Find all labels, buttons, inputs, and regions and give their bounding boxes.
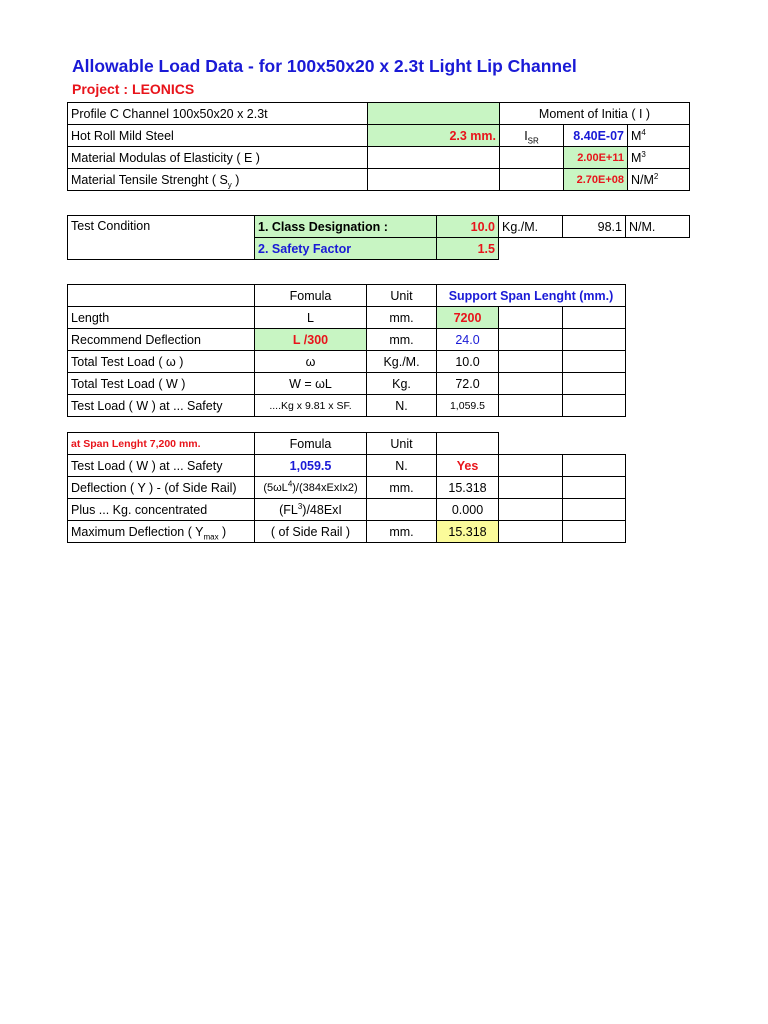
load-w-label: Total Test Load ( W ): [68, 373, 255, 395]
tensile-unit-text: N/M: [631, 172, 654, 187]
result-deflection-unit: mm.: [367, 477, 437, 499]
isr-symbol-text: I: [524, 128, 528, 143]
result-max-label-sub: max: [203, 532, 219, 541]
safety-empty-2: [563, 238, 626, 260]
class-value[interactable]: 10.0: [437, 216, 499, 238]
span-header-formula: Fomula: [255, 285, 367, 307]
project-name: LEONICS: [132, 81, 195, 97]
document-title: Allowable Load Data - for 100x50x20 x 2.3t Light Lip Channel: [72, 56, 577, 76]
result-load-blank: [499, 455, 563, 477]
result-load-value: Yes: [437, 455, 499, 477]
safety-value[interactable]: 1.5: [437, 238, 499, 260]
isr-symbol: [500, 125, 564, 147]
span-header-unit: Unit: [367, 285, 437, 307]
result-deflection-formula-sup: 4: [287, 478, 293, 488]
safety-empty-3: [626, 238, 690, 260]
length-label: Length: [68, 307, 255, 329]
result-max-value: 15.318: [437, 521, 499, 543]
isr-symbol-sub: SR: [527, 136, 539, 145]
result-header-blank: [437, 433, 499, 455]
elasticity-value[interactable]: 2.00E+11: [564, 147, 628, 169]
table-row: [68, 477, 626, 499]
deflection-value: 24.0: [437, 329, 499, 351]
deflection-blank-2: [563, 329, 626, 351]
result-deflection-formula-post: )/(384xExIx2): [292, 481, 358, 494]
load-w-value: 72.0: [437, 373, 499, 395]
profile-table: [67, 102, 690, 191]
result-deflection-formula: [255, 477, 367, 499]
tensile-label-sub: y: [227, 180, 232, 189]
steel-label: Hot Roll Mild Steel: [68, 125, 368, 147]
result-concentrated-formula-pre: (FL: [279, 502, 298, 517]
isr-value: 8.40E-07: [564, 125, 628, 147]
table-row: [68, 351, 626, 373]
result-header-unit: Unit: [367, 433, 437, 455]
load-omega-blank: [499, 351, 563, 373]
result-max-formula: ( of Side Rail ): [255, 521, 367, 543]
result-max-unit: mm.: [367, 521, 437, 543]
result-max-blank-2: [563, 521, 626, 543]
result-concentrated-unit: [367, 499, 437, 521]
tensile-unit-sup: 2: [653, 171, 659, 181]
length-blank-2: [563, 307, 626, 329]
result-max-label-post: ): [218, 524, 227, 539]
profile-label: Profile C Channel 100x50x20 x 2.3t: [68, 103, 368, 125]
elasticity-unit-sup: 3: [641, 149, 646, 159]
table-row: [68, 395, 626, 417]
thickness-value[interactable]: 2.3 mm.: [368, 125, 500, 147]
result-header-label: at Span Lenght 7,200 mm.: [68, 433, 255, 455]
result-max-label: [68, 521, 255, 543]
steel-row: [68, 125, 690, 147]
table-row: [68, 521, 626, 543]
class-unit: Kg./M.: [499, 216, 563, 238]
table-row: [68, 307, 626, 329]
result-header-row: [68, 433, 626, 455]
load-w-blank-2: [563, 373, 626, 395]
result-table: [67, 432, 626, 543]
load-omega-value: 10.0: [437, 351, 499, 373]
tensile-row: [68, 169, 690, 191]
deflection-label: Recommend Deflection: [68, 329, 255, 351]
tensile-label-post: ): [231, 172, 240, 187]
table-row: [68, 499, 626, 521]
class-row: [68, 216, 690, 238]
tensile-unit: [628, 169, 690, 191]
isr-unit-text: M: [631, 128, 642, 143]
safety-empty: [499, 238, 563, 260]
result-max-label-pre: Maximum Deflection ( Y: [71, 524, 204, 539]
test-condition-label: Test Condition: [68, 216, 255, 260]
result-deflection-blank-2: [563, 477, 626, 499]
length-formula: L: [255, 307, 367, 329]
elasticity-label: Material Modulas of Elasticity ( E ): [68, 147, 368, 169]
class-label: 1. Class Designation :: [255, 216, 437, 238]
result-load-blank-2: [563, 455, 626, 477]
test-load-unit: N.: [367, 395, 437, 417]
result-header-formula: Fomula: [255, 433, 367, 455]
moment-label: Moment of Initia ( I ): [500, 103, 690, 125]
result-deflection-label: Deflection ( Y ) - (of Side Rail): [68, 477, 255, 499]
class-unit-2: N/M.: [626, 216, 690, 238]
test-condition-table: [67, 215, 690, 260]
table-row: [68, 329, 626, 351]
elasticity-blank-2: [500, 147, 564, 169]
length-unit: mm.: [367, 307, 437, 329]
class-value-2: 98.1: [563, 216, 626, 238]
elasticity-row: [68, 147, 690, 169]
elasticity-unit-text: M: [631, 150, 642, 165]
project-line: [72, 81, 194, 97]
result-concentrated-blank-2: [563, 499, 626, 521]
result-load-unit: N.: [367, 455, 437, 477]
result-deflection-value: 15.318: [437, 477, 499, 499]
result-load-label: Test Load ( W ) at ... Safety: [68, 455, 255, 477]
profile-input-cell[interactable]: [368, 103, 500, 125]
result-max-blank: [499, 521, 563, 543]
load-w-blank: [499, 373, 563, 395]
tensile-value[interactable]: 2.70E+08: [564, 169, 628, 191]
load-w-formula: W = ωL: [255, 373, 367, 395]
project-label: Project :: [72, 81, 129, 97]
result-deflection-formula-pre: (5ωL: [263, 481, 288, 494]
test-load-blank: [499, 395, 563, 417]
span-table: [67, 284, 626, 417]
isr-unit-sup: 4: [641, 127, 646, 137]
result-header-empty: [499, 433, 563, 455]
result-header-empty-2: [563, 433, 626, 455]
result-concentrated-label: Plus ... Kg. concentrated: [68, 499, 255, 521]
deflection-blank: [499, 329, 563, 351]
result-concentrated-formula-post: )/48ExI: [302, 502, 342, 517]
load-omega-blank-2: [563, 351, 626, 373]
result-deflection-blank: [499, 477, 563, 499]
deflection-formula: L /300: [255, 329, 367, 351]
tensile-label: [68, 169, 368, 191]
load-omega-formula: ω: [255, 351, 367, 373]
isr-unit: [628, 125, 690, 147]
length-value[interactable]: 7200: [437, 307, 499, 329]
elasticity-unit: [628, 147, 690, 169]
length-blank: [499, 307, 563, 329]
safety-label: 2. Safety Factor: [255, 238, 437, 260]
result-concentrated-value: 0.000: [437, 499, 499, 521]
elasticity-blank: [368, 147, 500, 169]
load-omega-unit: Kg./M.: [367, 351, 437, 373]
result-load-formula: 1,059.5: [255, 455, 367, 477]
deflection-unit: mm.: [367, 329, 437, 351]
table-row: [68, 455, 626, 477]
test-load-formula: ....Kg x 9.81 x SF.: [255, 395, 367, 417]
test-load-value: 1,059.5: [437, 395, 499, 417]
span-header-support: Support Span Lenght (mm.): [437, 285, 626, 307]
load-omega-label: Total Test Load ( ω ): [68, 351, 255, 373]
span-header-row: [68, 285, 626, 307]
result-concentrated-blank: [499, 499, 563, 521]
result-concentrated-formula: [255, 499, 367, 521]
test-load-label: Test Load ( W ) at ... Safety: [68, 395, 255, 417]
tensile-blank: [368, 169, 500, 191]
test-load-blank-2: [563, 395, 626, 417]
load-w-unit: Kg.: [367, 373, 437, 395]
tensile-blank-2: [500, 169, 564, 191]
table-row: [68, 373, 626, 395]
profile-row: [68, 103, 690, 125]
tensile-label-pre: Material Tensile Strenght ( S: [71, 172, 228, 187]
result-concentrated-formula-sup: 3: [297, 501, 303, 511]
span-header-blank: [68, 285, 255, 307]
